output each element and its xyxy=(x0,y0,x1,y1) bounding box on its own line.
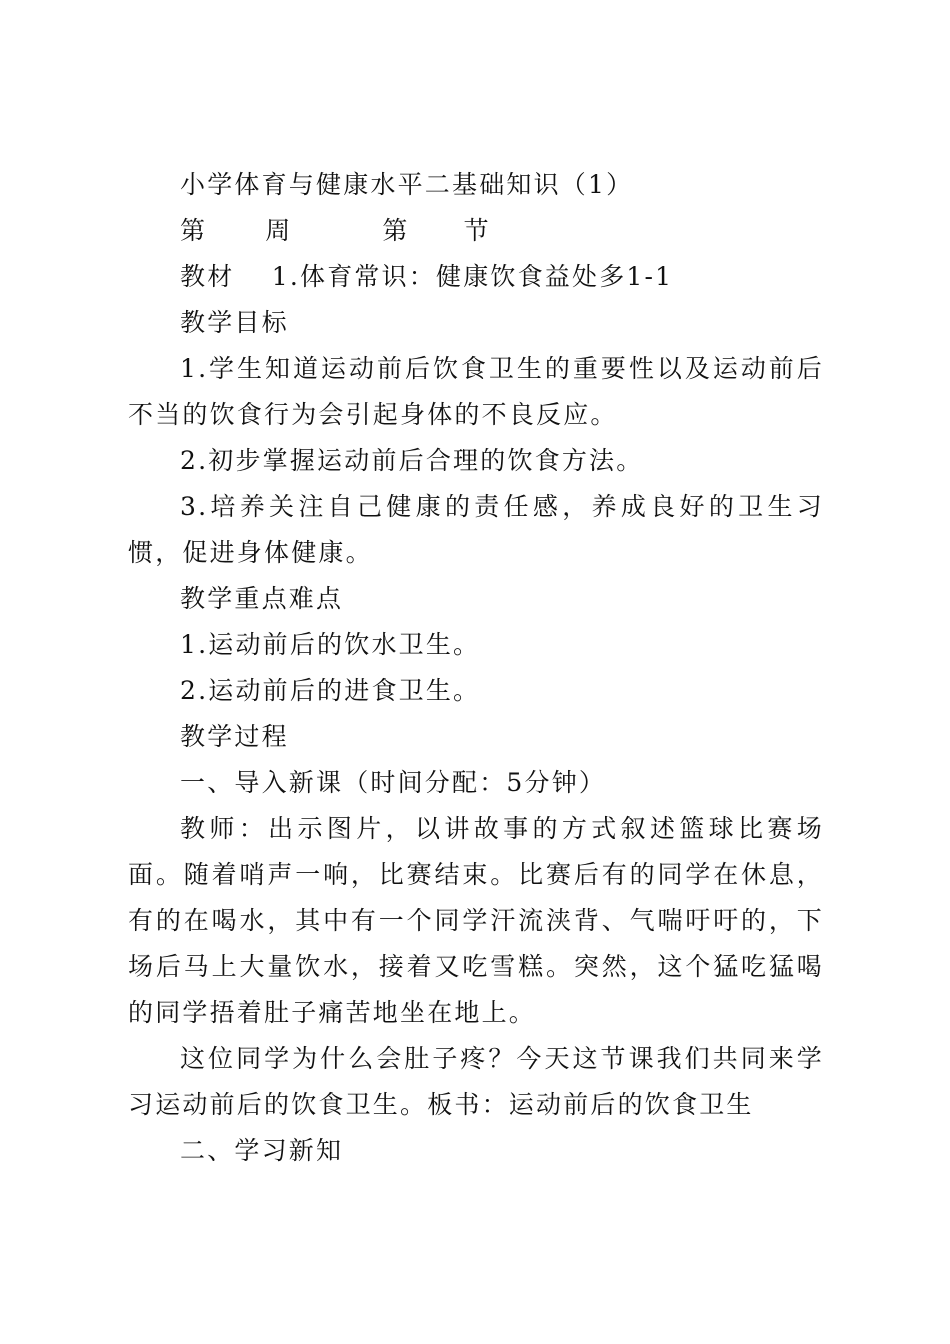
week-label-prefix: 第 xyxy=(180,216,208,245)
week-label-suffix: 周 xyxy=(265,216,293,245)
key-point-2: 2.运动前后的进食卫生。 xyxy=(180,676,481,705)
section-label-prefix: 第 xyxy=(382,216,410,245)
intro-paragraph-1: 教师：出示图片，以讲故事的方式叙述篮球比赛场面。随着哨声一响，比赛结束。比赛后有的同学在休息，有的在喝水，其中有一个同学汗流浃背、气喘吁吁的，下场后马上大量饮水，接着又吃雪糕。突然，这个猛吃猛喝的同学捂着肚子痛苦地坐在地上。 xyxy=(128,814,824,1027)
material-line: 教材 1.体育常识：健康饮食益处多1-1 xyxy=(180,262,674,291)
document-body xyxy=(128,162,824,1174)
section-new-knowledge-heading: 二、学习新知 xyxy=(180,1136,344,1165)
section-label-suffix: 节 xyxy=(463,216,491,245)
section-intro-heading: 一、导入新课（时间分配：5分钟） xyxy=(180,768,607,797)
key-point-1: 1.运动前后的饮水卫生。 xyxy=(180,630,481,659)
process-heading: 教学过程 xyxy=(180,722,289,751)
document-title: 小学体育与健康水平二基础知识（1） xyxy=(180,170,634,199)
goal-item-3: 3.培养关注自己健康的责任感，养成良好的卫生习惯，促进身体健康。 xyxy=(128,492,824,567)
goal-item-2: 2.初步掌握运动前后合理的饮食方法。 xyxy=(180,446,644,475)
goals-heading: 教学目标 xyxy=(180,308,289,337)
key-points-heading: 教学重点难点 xyxy=(180,584,344,613)
week-section-line xyxy=(128,208,824,254)
goal-item-1: 1.学生知道运动前后饮食卫生的重要性以及运动前后不当的饮食行为会引起身体的不良反应。 xyxy=(128,354,824,429)
intro-paragraph-2: 这位同学为什么会肚子疼？今天这节课我们共同来学习运动前后的饮食卫生。板书：运动前后的饮食卫生 xyxy=(128,1044,824,1119)
